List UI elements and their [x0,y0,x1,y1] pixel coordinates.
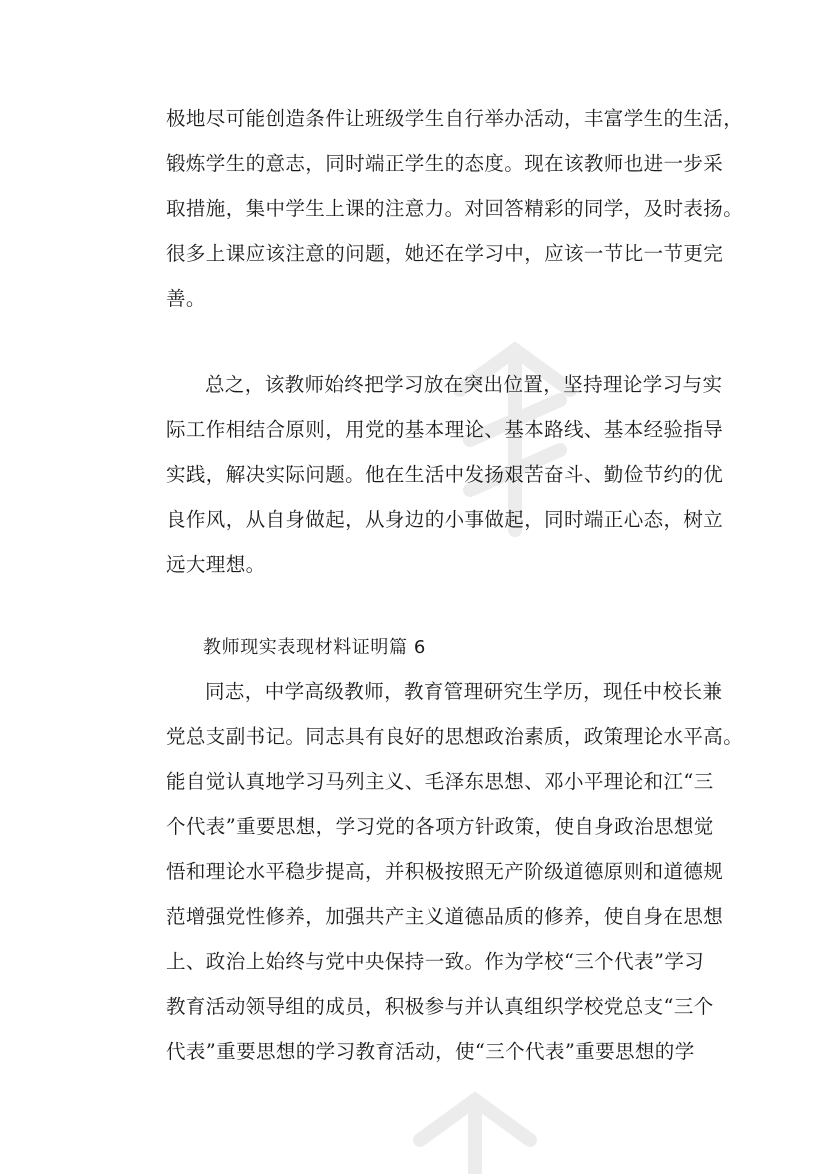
text-line: 悟和理论水平稳步提高，并积极按照无产阶级道德原则和道德规 [166,860,724,883]
text-line: 能自觉认真地学习马列主义、毛泽东思想、邓小平理论和江“三 [166,770,714,793]
text-line: 总之，该教师始终把学习放在突出位置，坚持理论学习与实 [205,373,723,396]
text-line: 良作风，从自身做起，从身边的小事做起，同时端正心态，树立 [166,508,724,531]
text-line: 极地尽可能创造条件让班级学生自行举办活动，丰富学生的生活， [166,107,744,130]
text-line: 锻炼学生的意志，同时端正学生的态度。现在该教师也进一步采 [166,152,724,175]
text-line: 很多上课应该注意的问题，她还在学习中，应该一节比一节更完 [166,242,724,265]
watermark-logo [400,1080,550,1174]
text-line: 个代表”重要思想，学习党的各项方针政策，使自身政治思想觉 [166,815,714,838]
text-line: 党总支副书记。同志具有良好的思想政治素质，政策理论水平高。 [166,725,744,748]
text-line: 善。 [166,287,206,310]
text-line: 实践，解决实际问题。他在生活中发扬艰苦奋斗、勤俭节约的优 [166,463,724,486]
text-line: 范增强党性修养，加强共产主义道德品质的修养，使自身在思想 [166,905,724,928]
text-line: 取措施，集中学生上课的注意力。对回答精彩的同学，及时表扬。 [166,197,744,220]
text-line: 上、政治上始终与党中央保持一致。作为学校“三个代表”学习 [166,950,705,973]
text-line: 教育活动领导组的成员，积极参与并认真组织学校党总支“三个 [166,995,714,1018]
text-line: 远大理想。 [166,553,266,576]
section-heading: 教师现实表现材料证明篇 6 [203,637,426,658]
text-line: 同志，中学高级教师，教育管理研究生学历，现任中校长兼 [205,680,723,703]
text-line: 际工作相结合原则，用党的基本理论、基本路线、基本经验指导 [166,418,724,441]
text-line: 代表”重要思想的学习教育活动，使“三个代表”重要思想的学 [166,1040,695,1063]
